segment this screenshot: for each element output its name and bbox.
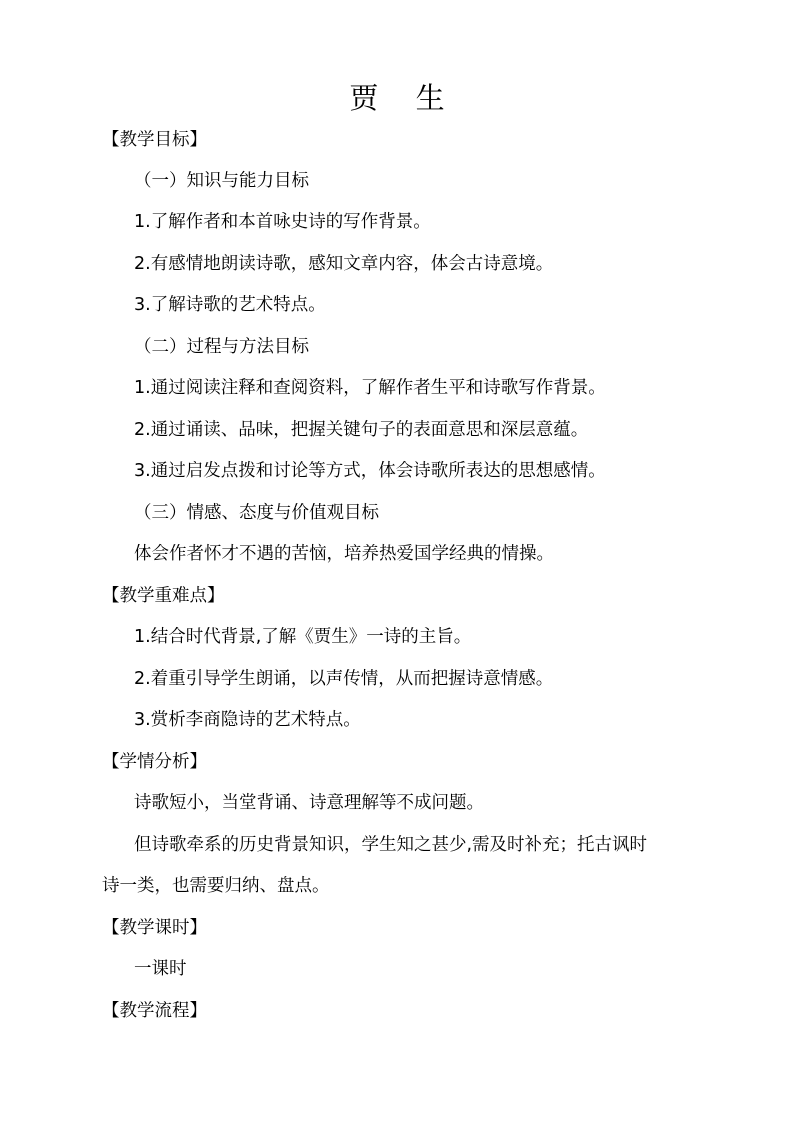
paragraph: 体会作者怀才不遇的苦恼，培养热爱国学经典的情操。: [134, 544, 554, 564]
paragraph: 但诗歌牵系的历史背景知识，学生知之甚少,需及时补充；托古讽时: [134, 835, 648, 855]
paragraph: 一课时: [134, 959, 187, 979]
list-item: 3.赏析李商隐诗的艺术特点。: [134, 710, 361, 730]
list-item: 2.通过诵读、品味，把握关键句子的表面意思和深层意蕴。: [134, 420, 589, 440]
section-heading-objectives: 【教学目标】: [102, 130, 207, 150]
list-item: 1.了解作者和本首咏史诗的写作背景。: [134, 212, 431, 232]
section-heading-analysis: 【学情分析】: [102, 752, 207, 772]
page-title: 贾 生: [349, 81, 459, 115]
subheading-knowledge-ability: （一）知识与能力目标: [134, 171, 309, 191]
section-heading-process: 【教学流程】: [102, 1001, 207, 1021]
subheading-process-method: （二）过程与方法目标: [134, 337, 309, 357]
list-item: 2.有感情地朗读诗歌，感知文章内容，体会古诗意境。: [134, 254, 554, 274]
list-item: 3.通过启发点拨和讨论等方式，体会诗歌所表达的思想感情。: [134, 461, 606, 481]
list-item: 1.结合时代背景,了解《贾生》一诗的主旨。: [134, 627, 472, 647]
section-heading-period: 【教学课时】: [102, 918, 207, 938]
list-item: 2.着重引导学生朗诵，以声传情，从而把握诗意情感。: [134, 669, 554, 689]
section-heading-key-points: 【教学重难点】: [102, 586, 225, 606]
list-item: 1.通过阅读注释和查阅资料，了解作者生平和诗歌写作背景。: [134, 378, 606, 398]
paragraph-continuation: 诗一类，也需要归纳、盘点。: [102, 876, 330, 896]
list-item: 3.了解诗歌的艺术特点。: [134, 295, 326, 315]
subheading-emotion-values: （三）情感、态度与价值观目标: [134, 503, 379, 523]
paragraph: 诗歌短小，当堂背诵、诗意理解等不成问题。: [134, 793, 484, 813]
